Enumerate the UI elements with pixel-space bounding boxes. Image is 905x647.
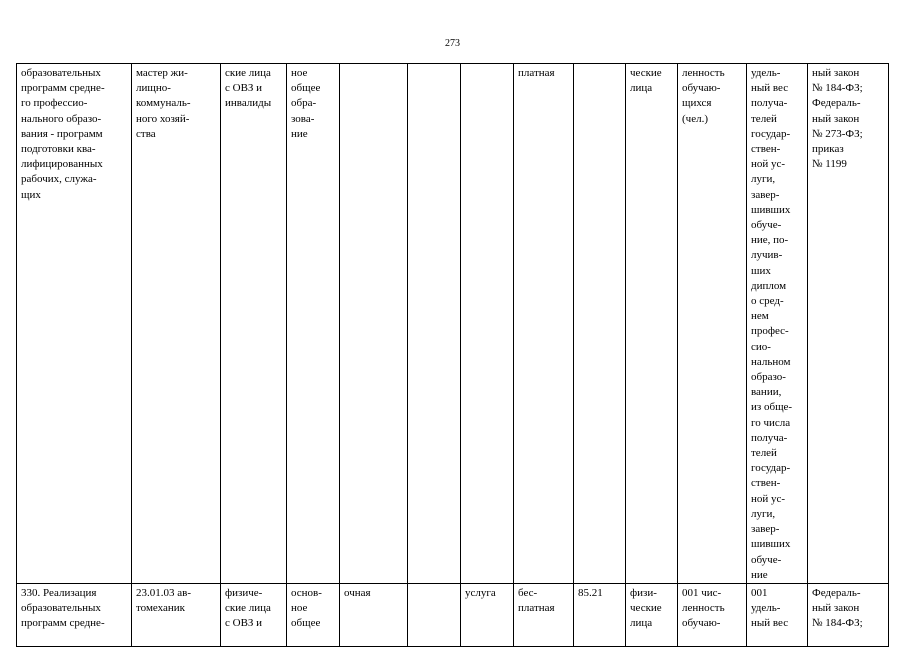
education-level-cell: основ- ное общее — [287, 583, 340, 646]
study-form-cell: очная — [340, 583, 408, 646]
program-name-cell: 330. Реализация образовательных программ средне- — [17, 583, 132, 646]
empty-cell — [408, 64, 461, 584]
legal-basis-cell: Федераль- ный закон № 184-ФЗ; — [808, 583, 889, 646]
recipient-category-cell: физиче- ские лица с ОВЗ и — [221, 583, 287, 646]
specialty-cell: 23.01.03 ав- томеханик — [132, 583, 221, 646]
okved-code-cell — [574, 64, 626, 584]
service-type-cell — [461, 64, 514, 584]
services-table — [16, 63, 889, 647]
recipient-category-cell: ские лица с ОВЗ и инвалиды — [221, 64, 287, 584]
legal-basis-cell: ный закон № 184-ФЗ; Федераль- ный закон № 273-ФЗ; приказ № 1199 — [808, 64, 889, 584]
service-type-cell: услуга — [461, 583, 514, 646]
table-row — [17, 583, 889, 646]
volume-indicator-cell: 001 чис- ленность обучаю- — [678, 583, 747, 646]
empty-cell — [408, 583, 461, 646]
program-name-cell: образовательных программ средне- го профессио- нального образо- вания - программ подготовки ква- лифицированных рабочих, служа- щих — [17, 64, 132, 584]
consumer-category-cell: физи- ческие лица — [626, 583, 678, 646]
study-form-cell — [340, 64, 408, 584]
consumer-category-cell: ческие лица — [626, 64, 678, 584]
education-level-cell: ное общее обра- зова- ние — [287, 64, 340, 584]
quality-indicator-cell: 001 удель- ный вес — [747, 583, 808, 646]
volume-indicator-cell: ленность обучаю- щихся (чел.) — [678, 64, 747, 584]
table-row — [17, 64, 889, 584]
page-number: 273 — [445, 38, 460, 49]
okved-code-cell: 85.21 — [574, 583, 626, 646]
payment-type-cell: бес- платная — [514, 583, 574, 646]
payment-type-cell: платная — [514, 64, 574, 584]
quality-indicator-cell: удель- ный вес получа- телей государ- ствен- ной ус- луги, завер- шивших обуче- ние, по- лучив- ших диплом о сред- нем профес- сио- нальном образо- вании, из обще- го числа получа- телей государ- ствен- ной ус- луги, завер- шивших обуче- ние — [747, 64, 808, 584]
specialty-cell: мастер жи- лищно- коммуналь- ного хозяй- ства — [132, 64, 221, 584]
